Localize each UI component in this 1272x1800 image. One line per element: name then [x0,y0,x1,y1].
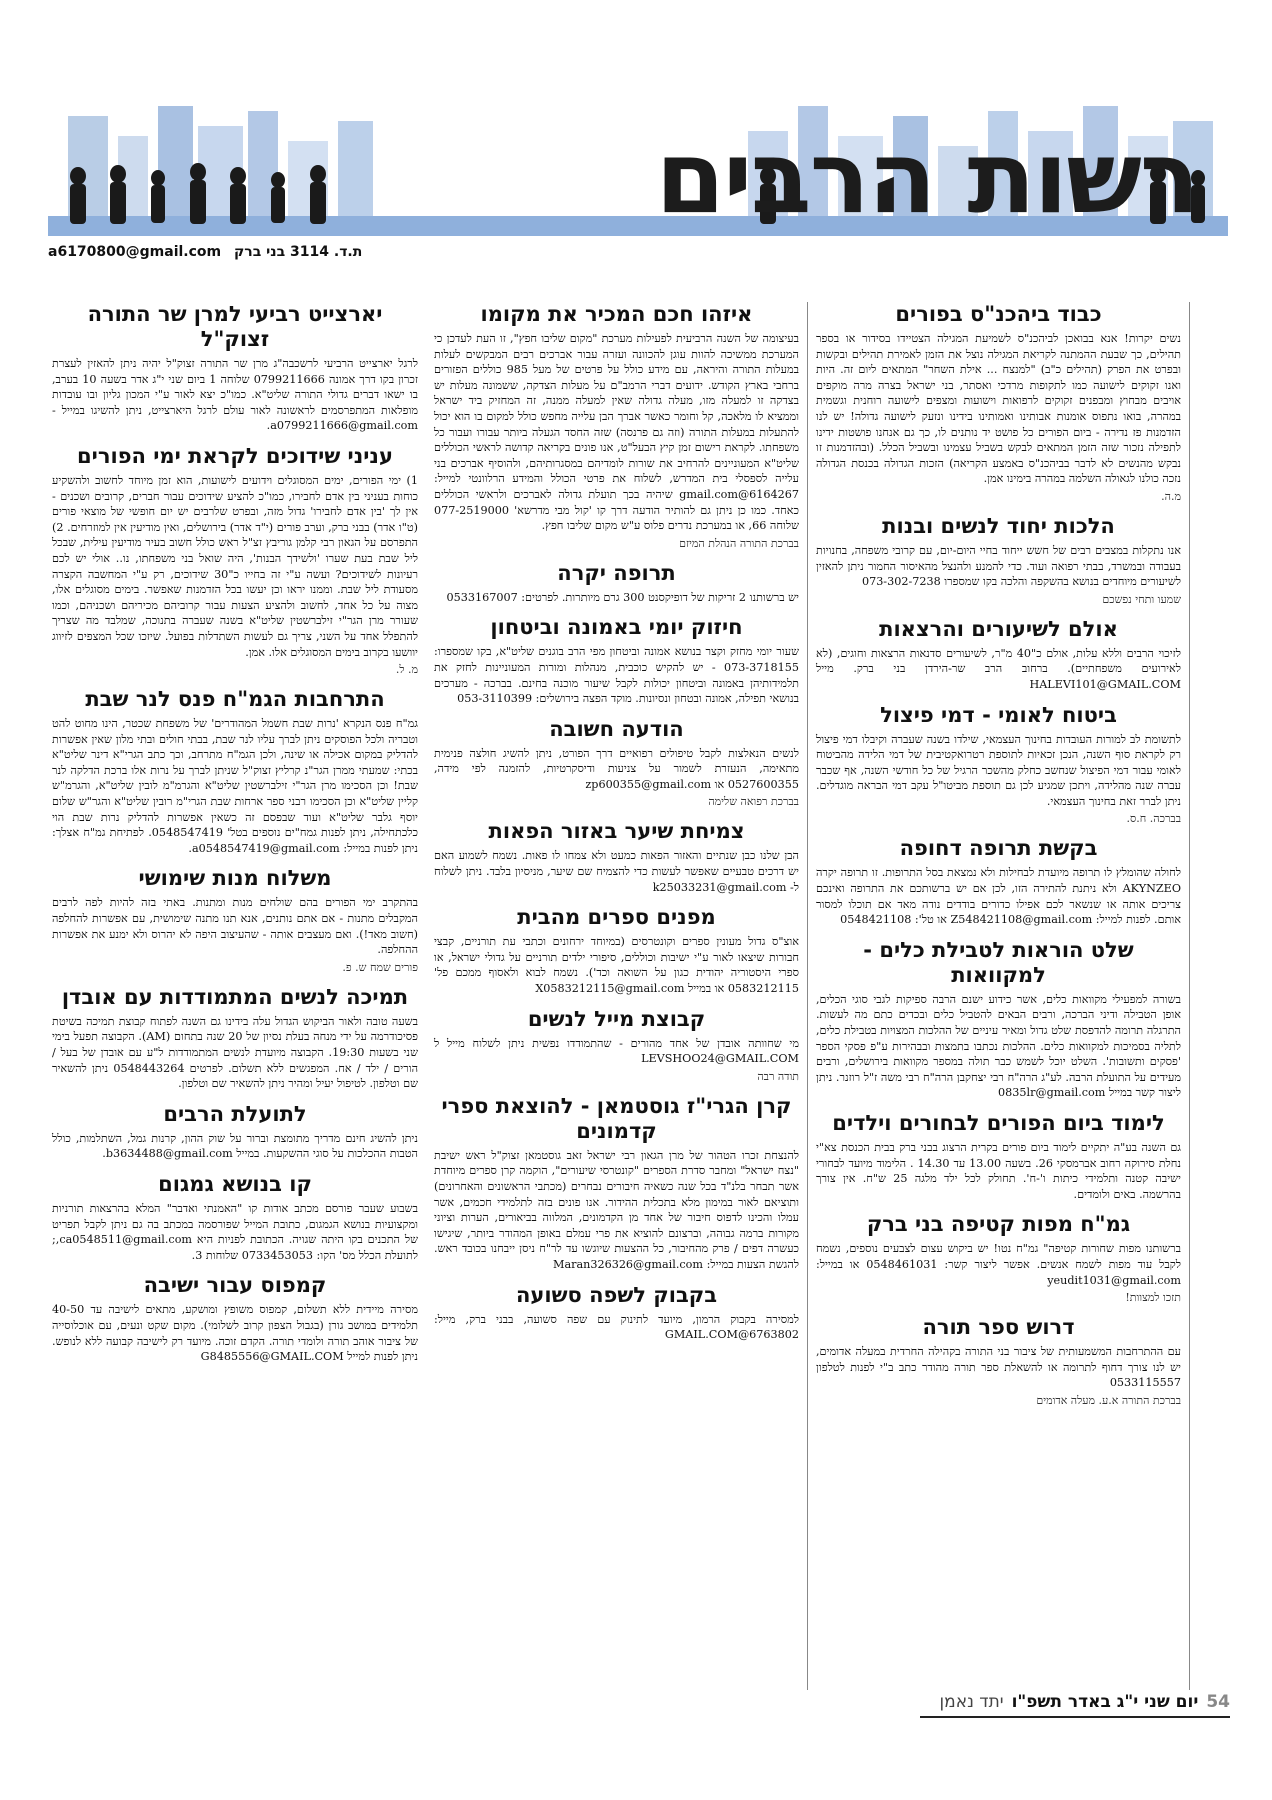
article-body: עם ההתרחבות המשמעותית של ציבור בני התורה בקהילה החרדית במעלה אדומים, יש לנו צורך דחוף לתרומה או להשאלת ספר תורה מהודר כתב ב"י לפנות לטלפון 0533115557 [816,1345,1181,1390]
article-title: יארצייט רביעי למרן שר התורה זצוק"ל [87,302,383,351]
page-footer [920,1688,1230,1718]
article-title: התרחבות הגמ"ח פנס לנר שבת [85,687,385,712]
article-body: יש ברשותנו 2 זריקות של דופיקסנט 300 גרם מיותרות. לפרטים: 0533167007 [446,590,799,604]
article-signature: שמעו ותחי נפשכם [1102,592,1181,606]
article [434,615,799,706]
column-left [808,302,1190,1690]
article-body: הבן שלנו כבן שנתיים והאזור הפאות כמעט ולא צמחו לו פאות. נשמח לשמוע האם יש דרכים טבעיים שאפשר לעשות כדי להצמיח שם שיער, מניסיון בלבד. ניתן לשלוח ל- k25033231@gmail.com [434,849,799,894]
article [52,1102,418,1162]
article-title: עניני שידוכים לקראת ימי הפורים [77,443,393,468]
article [816,1315,1181,1408]
article-body: גמ"ח פנס הנקרא 'נרות שבת חשמל המהודרים' של משפחת שכטר, הינו מחוט להט וטבריה ולכל הפוסקים ניתן לברך עליו לנר שבת, בבתי חולים ובתי מלון שאין אפשרות להדליק במקום אכילה או שינה, ולכן הגמ"ח מתרחב, וכך כתב הגרי"א דינר שליט"א בכתי: שמעתי ממרן הגר"נ קרליץ זצוק"ל שניתן לברך על נרות אלו ברכת הדלקה לנר שבת! וכן הסכימו מרן הגר"י זילברשטין שליט"א והגרמ"מ לובין שליט"א, והגרמ"ש קליין שליט"א וכן הסכימו רבני ספר ארחות שבת הגרי"מ רובין שליט"א והגר"ש שלום יוסף גלבר שליט"א ועוד שבפסם זה כשאין אפשרות להדליק נרות שבת הוי כלכתחילה, ניתן לפנות גמח"ים נוספים בטל' 0548547419. לפתיחת גמ"ח אצלך: ניתן לפנות במייל: a0548547419@gmail.com. [52,717,418,855]
article-title: קו בנושא גמגום [158,1171,312,1196]
article-title: לתועלת הרבים [163,1101,307,1126]
article [434,1094,799,1273]
article-signature: מ. ל. [395,663,418,677]
article-title: בקבוק לשפה סשועה [515,1282,718,1307]
publication-name: יתד נאמן [939,1692,1004,1712]
article [52,1172,418,1263]
article-signature: תודה רבה [757,1069,799,1083]
article-title: הודעה חשובה [549,716,684,741]
columns [44,302,1230,1690]
article [52,687,418,856]
article-title: קבוצת מייל לנשים [527,1006,706,1031]
issue-date: יום שני י"ג באדר תשפ"ו [1011,1692,1199,1712]
column-right [44,302,426,1690]
article-body: נשים יקרות! אנא בבואכן לביהכנ"ס לשמיעת המגילה הצטיידו בסידור או בספר תהילים, כך שבעת ההמתנה לקריאת המגילה נוצל את הזמן לאמירת תהילים ובקשות ובפרט את הפרק (תהילים כ"ב) "למנצח ... אילת השחר" המתאים ליום זה. היות ואנו זקוקים לישועה כמו לתקופות מרדכי ואסתר, בני ישראל בצרה מרה מוקפים אויבים מבחוץ ומבפנים זקוקים לרפואות וישועות ומצפים לישועה רוחנית וגשמית במהרה, בואו נתפוס אומנות אבותינו ואמותינו בידינו ונזעק לישועה גדולה! יש לנו הזדמנות פז נדירה - ביום הפורים כל פושט יד נותנים לו, כך גם אנחנו פושטות ידינו לתפילה נזכור שזה הזמן המתאים לבקש בשביל עצמינו ובשביל הכלל. (ובהזדמנות זו נבקש מהנשים לא לדבר בביהכנ"ס באמצע הקריאה) הזכות הגדולה בכנסת הגדולה נזכה כולנו לגאולה השלמה במהרה בימינו אמן. [816,332,1181,486]
article-body: בשורה למפעילי מקוואות כלים, אשר כידוע ישנם הרבה ספיקות לגבי סוגי הכלים, אופן הטבילה ודיני הברכה, ורבים הבאים להטביל כלים ובכדים כתם מה לעשות. התרגלה תרומה להדפסת שלט גדול ומאיר עיניים של ההלכות המצויות בטבילת כלים, לתליה בסמיכות למקוואות כלים. ההלכות נכתבו בתמצות ובבהירות ע"פ פסקי הספר 'פסקים ותשובות'. השלט יוכל לשמש כבר תולה במספר מקוואות בירושלים, ורבים מעידים על התועלת הרבה. לע"ג הרה"ח רבי יצחקבן הרה"ח רבי משה ז"ל רוזנר. ניתן ליצור קשר במייל 0835lr@gmail.com [816,992,1181,1100]
article-body: גם השנה בע"ה יתקיים לימוד ביום פורים בקרית הרצוג בבני ברק בבית הכנסת צא"י נחלת סירוקה רחוב אברמסקי 26. בשעה 13.00 עד 14.30 . הלימוד מיועד לבחורי ישיבה קטנה ותלמידי כיתות ו'-ח'. תחולק לכל ילד מלגה 25 ש"ח. אין צורך בהרשמה. באים ולומדים. [816,1141,1182,1201]
article-title: שלט הוראות לטבילת כלים - למקוואות [863,937,1134,987]
article-title: לימוד ביום הפורים לבחורים וילדים [832,1111,1165,1135]
article-title: משלוח מנות שימושי [138,866,332,891]
article-body: ברשותנו מפות שחורות קטיפה" גמ"ח נטו! יש ביקוש עצום לצבעים נוספים, נשמח לקבל עוד מפות לשמח אנשים. אפשר ליצור קשר: 0548461031 או במייל: yeudit1031@gmail.com [816,1242,1181,1287]
article-signature: בברכת התורה א.ע. מעלה אדומים [1036,1393,1181,1407]
masthead-contact [48,244,370,260]
article [434,905,799,996]
article-signature: מ.ה. [1161,489,1181,503]
article-title: אולם לשיעורים והרצאות [879,616,1118,641]
article-body: בשעה טובה ולאור הביקוש הגדול עלה בידינו גם השנה לפתוח קבוצת תמיכה בשיטת פסיכודרמה על ידי מנחה בעלת נסיון של 20 שנה בתחום (AM). הקבוצה תפעל בימי שני בשעות 19:30. הקבוצה מיועדת לנשים המתמודדות ל"ע עם אובדן של בעל / הורים / ילד / אח. המפגשים ללא תשלום. לפרטים 0548443264 ניתן להשאיר שם וטלפון. לטיפול יעיל ומהיר ניתן להשאיר שם וטלפון. [52,1014,419,1091]
masthead-address: ת.ד. 3114 בני ברק [234,244,363,260]
article [434,302,799,551]
masthead-email[interactable]: a6170800@gmail.com [48,244,222,260]
masthead-title: רשות הרבים [655,119,1198,236]
article-body: אוצ"ס גדול מעונין ספרים וקונטרסים (במיוחד ירחונים וכתבי עת תורניים, קבצי חבורות שיצאו לאור ע"י ישיבות וכוללים, סיפורי ילדים תורניים על גדולי ישראל, או ספרי היסטוריה יהודית כגון על השואה וכד'). נשמח לבוא ולאסוף ממכם פל' 0583212115 או במייל X0583212115@gmail.com [434,935,799,996]
article-title: תמיכה לנשים המתמודדות עם אובדן [61,984,409,1009]
article-body: בשבוע שעבר פורסם מכתב אודות קו "האמנתי ואדבר" המלא בהרצאות תורניות ומקצועיות בנושא הגמגום, כתובת המייל שפורסמה במכתב בה גם ניתן לקבל תפריט של התכנים בקו היתה שגויה. הכתובת לפניות היא ca0548511@gmail.com,; לתועלת הכלל מס' הקו: 0733453053 שלוחות 3. [52,1201,418,1262]
article [434,717,799,810]
article [816,1111,1181,1202]
article-signature: בברכת רפואה שלימה [708,795,799,809]
article [434,1283,799,1343]
article-title: ביטוח לאומי - דמי פיצול [880,702,1117,727]
article-title: הלכות יחוד לנשים ובנות [882,513,1115,538]
article-body: ניתן להשיג חינם מדריך מתומצת וברור על שוק ההון, קרנות גמל, השתלמות, כולל הטבות ההכלכות על סוגי ההשקעות. במייל b3634488@gmail.com. [52,1131,418,1161]
article-body: לחולה שהומלץ לו תרופה מיועדת לבחילות ולא נמצאת בסל התרופות. זו תרופה יקרה AKYNZEO ולא ניתנת להתירה הזו, לכן אם יש ברשותכם את התרופה ואינכם צריכים אותה או שנשאר לכם אפילו כדורים בודדים נודה מאד אם תוכלו למסור אותם. לפנות למייל: Z548421108@gmail.com או טל': 0548421108 [816,866,1181,927]
article-title: חיזוק יומי באמונה וביטחון [490,615,743,640]
article [52,302,418,434]
article-body: למסירה בקבוק הרמון, מיועד לתינוק עם שפה סשועה, בבני ברק, מייל: 6763802@GMAIL.COM [434,1312,799,1342]
article [434,819,799,895]
article [434,1007,799,1084]
article-body: מסירה מיידית ללא תשלום, קמפוס משופץ ומושקע, מתאים לישיבה עד 40-50 תלמידים במושב גורן (בגבול הצפון קרוב לשלומי). מקום שקט ונעים, עם אוכלוסייה של ציבור אוהב תורה ולומדי תורה. הקדם זוכה. מיועד רק לישיבה קבועה ללא לנופש. ניתן לפנות למייל G8485556@GMAIL.COM [52,1303,418,1364]
article-signature: בברכה. ח.ס. [1126,812,1181,826]
column-middle [426,302,808,1690]
article-title: בקשת תרופה דחופה [899,836,1098,861]
article [816,1212,1181,1305]
article [52,866,418,974]
article-body: להנצחת זכרו הטהור של מרן הגאון רבי ישראל זאב גוסטמאן זצוק"ל ראש ישיבת "נצח ישראל" ומחבר סדרת הספרים "קונטרסי שיעורים", הוקמה קרן ספרים מיוחדת אשר תבחר בלנ"ד בכל שנה כשאיה חיבורים נבחרים (מכתבי הראשונים והאחרונים) ותוציאם לאור במימון מלא בתכלית ההידור. אנו פונים בזה לתלמידי חכמים, אשר עמלו והכינו לדפוס חיבור של אחד מן הקדמונים, המלווה בביאורים, הערות וציוני מקורות ברמה גבוהה, וברצונם להוציא את פרי עמלם באופן המהודר ביותר, שיגישו כעשרה דפים / פרק מהחיבור, כל ההצעות שיוגשו עד לר"ח ניסן ייבחנו בכובד ראש. להגשת הצעות במייל: Maran326326@gmail.com [434,1148,799,1271]
article [816,836,1181,927]
article-title: קמפוס עבור ישיבה [143,1273,327,1298]
masthead [48,106,1228,236]
article-signature: בברכת התורה הנהלת המיזם [679,536,799,550]
article-signature: פורים שמח ש. פ. [342,960,418,974]
article-body: בהתקרב ימי הפורים בהם שולחים מנות ומתנות. באתי בזה להיות לפה לרבים המקבלים מתנות - אם אתם נותנים, אנא תנו מתנה שימושית, עם אפשרות להחלפה (חשוב מאד!). ואם מעצבים אותה - שהעיצוב היפה לא יהרוס ולא ימנע את אפשרות ההחלפה. [52,896,418,957]
article [52,1273,418,1364]
article-title: דרוש ספר תורה [922,1315,1075,1340]
article [816,703,1181,827]
article-title: איזהו חכם המכיר את מקומו [480,302,753,326]
article-title: מפנים ספרים מהבית [517,905,716,930]
article [816,617,1181,693]
article-signature: תזכו למצוות! [1125,1291,1181,1305]
article-title: קרן הגרי"ז גוסטמאן - להוצאת ספרי קדמונים [441,1093,792,1143]
article-body: שעור יומי מחזק וקצר בנושא אמונה וביטחון מפי הרב בוגנים שליט"א, בקו שמספרו: 073-3718155 - יש להקיש כוכבית, מנהלות ומורות המעוניינות לחזק את תלמידותיהן באמונה וביטחון יכולות לקבל שיעור מוכנה בחינם. בברכה - מערכים בנושאי תפילה, אמונה ובטחון ונסיונות. מוקד הפצה בירושלים: 053-3110399 [434,645,799,706]
page-number: 54 [1206,1692,1230,1712]
article-body: לתשומת לב למורות העובדות בחינוך העצמאי, שילדו בשנה שעברה וקיבלו דמי פיצול רק לקראת סוף השנה, הנכן זכאיות לתוספת רטרואקטיבית של דמי הלידה מהביטוח לאומי עבור דמי הפיצול שנחשב כחלק מהשכר הרגיל של כל חודשי השנה, אף שכבר עברה שנה מהלידה, ויתכן שמגיע לכן גם תוספת מביטו"ל עקב דמי הבראה מוגדלים. ניתן לברר זאת בחינוך העצמאי. [816,732,1181,808]
article [434,561,799,606]
article [816,302,1181,504]
article-body: 1) ימי הפורים, ימים המסוגלים וידועים לישועות, הוא זמן מיוחד לחשוב ולהשקיע כוחות בעניני בין אדם לחבירו, כמו"כ להציע שידוכים עבור חברים, קרובים ושכנים - אין לך 'בין אדם לחבירו' גדול מזה, ובפרט שלרבים יש יום חופשי של מוצאי פורים (ט"ו אדר) בבני ברק, וערב פורים (י"ד אדר) בירושלים, ואין מודיעין אין למוזרחים. 2) התפרסם על הגאון רבי קלמן גוריבץ זצ"ל ראש כולל חשוב בעיר מודיעין עילית, שבכל ליל שבת בעת שערו 'ולשידך הבנות', היה שואל בני משפחתו, נו.. אולי יש לכם רעיונות לשידוכים? ועשה ע"י זה בחייו כ"30 שידוכים, רק ע"י המחשבה הקצרה מסעודת ליל שבת. וממנו יראו וכן יעשו בכל הזדמנות שאפשר. בימים מסוגלים אלו, מצוה על כל אחד, לחשוב ולהציע הצעות עבור קרוביהם מכיריהם ושכניהם, וכמו שעורר מרן הגר"י זילברשטין שליט"א בשנה שעברה בתנוכה, שמלבד מה שצריך להתפלל אחד על השני, צריך גם לעשות השתדלות בפועל. שיזכו שכל המצפים לזיווג יוושעו בקרוב בימים המסוגלים אלו. אמן. [52,473,419,659]
article-title: גמ"ח מפות קטיפה בני ברק [866,1212,1131,1237]
article-body: בעיצומה של השנה הרביעית לפעילות מערכת "מקום שליבו חפץ", זו העת לעדכן כי המערכת ממשיכה להוות עוגן להכוונה ועזרה עבור אברכים רבים המבקשים לעלות במעלות התורה והיראה, עם מידע כולל על פרטים של מעל 985 כוללים הפזורים ברחבי בארץ הקודש. ידועים דברי הרמב"ם על מעלות הצדקה, ששמונה מעלות יש בצדקה זו למעלה מזו, מעלה גדולה שאין למעלה ממנה, זה המחזיק ביד ישראל וממציא לו מלאכה, קל וחומר כאשר אברך הבן עלייה מחפש כולל למקום בו הוא יכול להתעלות במעלות התורה (וזה גם פרנסה) שזה החסד הגעלה ביותר עבורו ועבור כל משפחתו. לקראת רישום זמן קיץ הבעל"ט, אנו פונים בקריאה קדושה לראשי הכוללים שליט"א המעוניינים להרחיב את שורות לומדיהם במסגרותיהם, ולהוסיף אברכים בני עלייה לספסלי בית המדרש, לשלוח את פרטי הכולל והמידע הרלוונטי למייל: 6164267@gmail.com שיהיה בכך תועלת גדולה לאברכים ולראשי הכוללים כאחד. כמו כן ניתן גם להותיר הודעה דרך קו 'קול מבי מדרשא' 077-2519000 שלוחה 66, או במערכת נדרים פלוס ע"ש מקום שליבו חפץ. [434,332,799,533]
article-body: לנשים הנאלצות לקבל טיפולים רפואיים דרך הפורט, ניתן להשיג חולצה פנימית מתאימה, הנעזרת לשמור על צניעות ודיסקרטיות, להזמנה לפי מידה, 0527600355 או zp600355@gmail.com [434,746,799,791]
article-body: לזיכוי הרבים וללא עלות, אולם כ"40 מ"ר, לשיעורים סדנאות הרצאות וחוגים, (לא לאירועים משפחתיים). ברחוב הרב שר-הירדן בני ברק. מייל HALEVI101@GMAIL.COM [816,646,1181,691]
article-title: תרופה יקרה [557,560,676,585]
article-body: מי שחוותה אובדן של אחד מהורים - שהתמודדו נפשית ניתן לשלוח מייל ל LEVSHOO24@GMAIL.COM [434,1036,799,1066]
article [816,938,1181,1101]
article [52,444,418,677]
article [52,985,418,1092]
article-title: כבוד ביהכנ"ס בפורים [895,302,1102,326]
article-title: צמיחת שיער באזור הפאות [488,819,745,844]
article-body: לרגל יארצייט הרביעי לרשכבה"ג מרן שר התורה זצוק"ל יהיה ניתן להאזין לעצרת זכרון בקו דרך אמונה 0799211666 שלוחה 1 ביום שני י"ג אדר בשעה 10 בערב, בו ישאו דברים גדולי התורה שליט"א. כמו"כ יצא לאור ע"י המכון גליון ובו עובדות מופלאות המתפרסמים לראשונה לאור עולם לרגל היארצייט, ניתן להשיגו במייל - a0799211666@gmail.com. [52,357,418,433]
article [816,514,1181,607]
article-body: אנו נתקלות במצבים רבים של חשש ייחוד בחיי היום-יום, עם קרובי משפחה, בחנויות בעבודה ובמשרד, בבתי רפואה ועוד. כדי להמנע ולהנצל מהאיסור החמור ניתן להאזין לשיעורים מיוחדים בנושא בהשקפה והלכה בקו שמספרו 073-302-7238 [816,543,1181,589]
